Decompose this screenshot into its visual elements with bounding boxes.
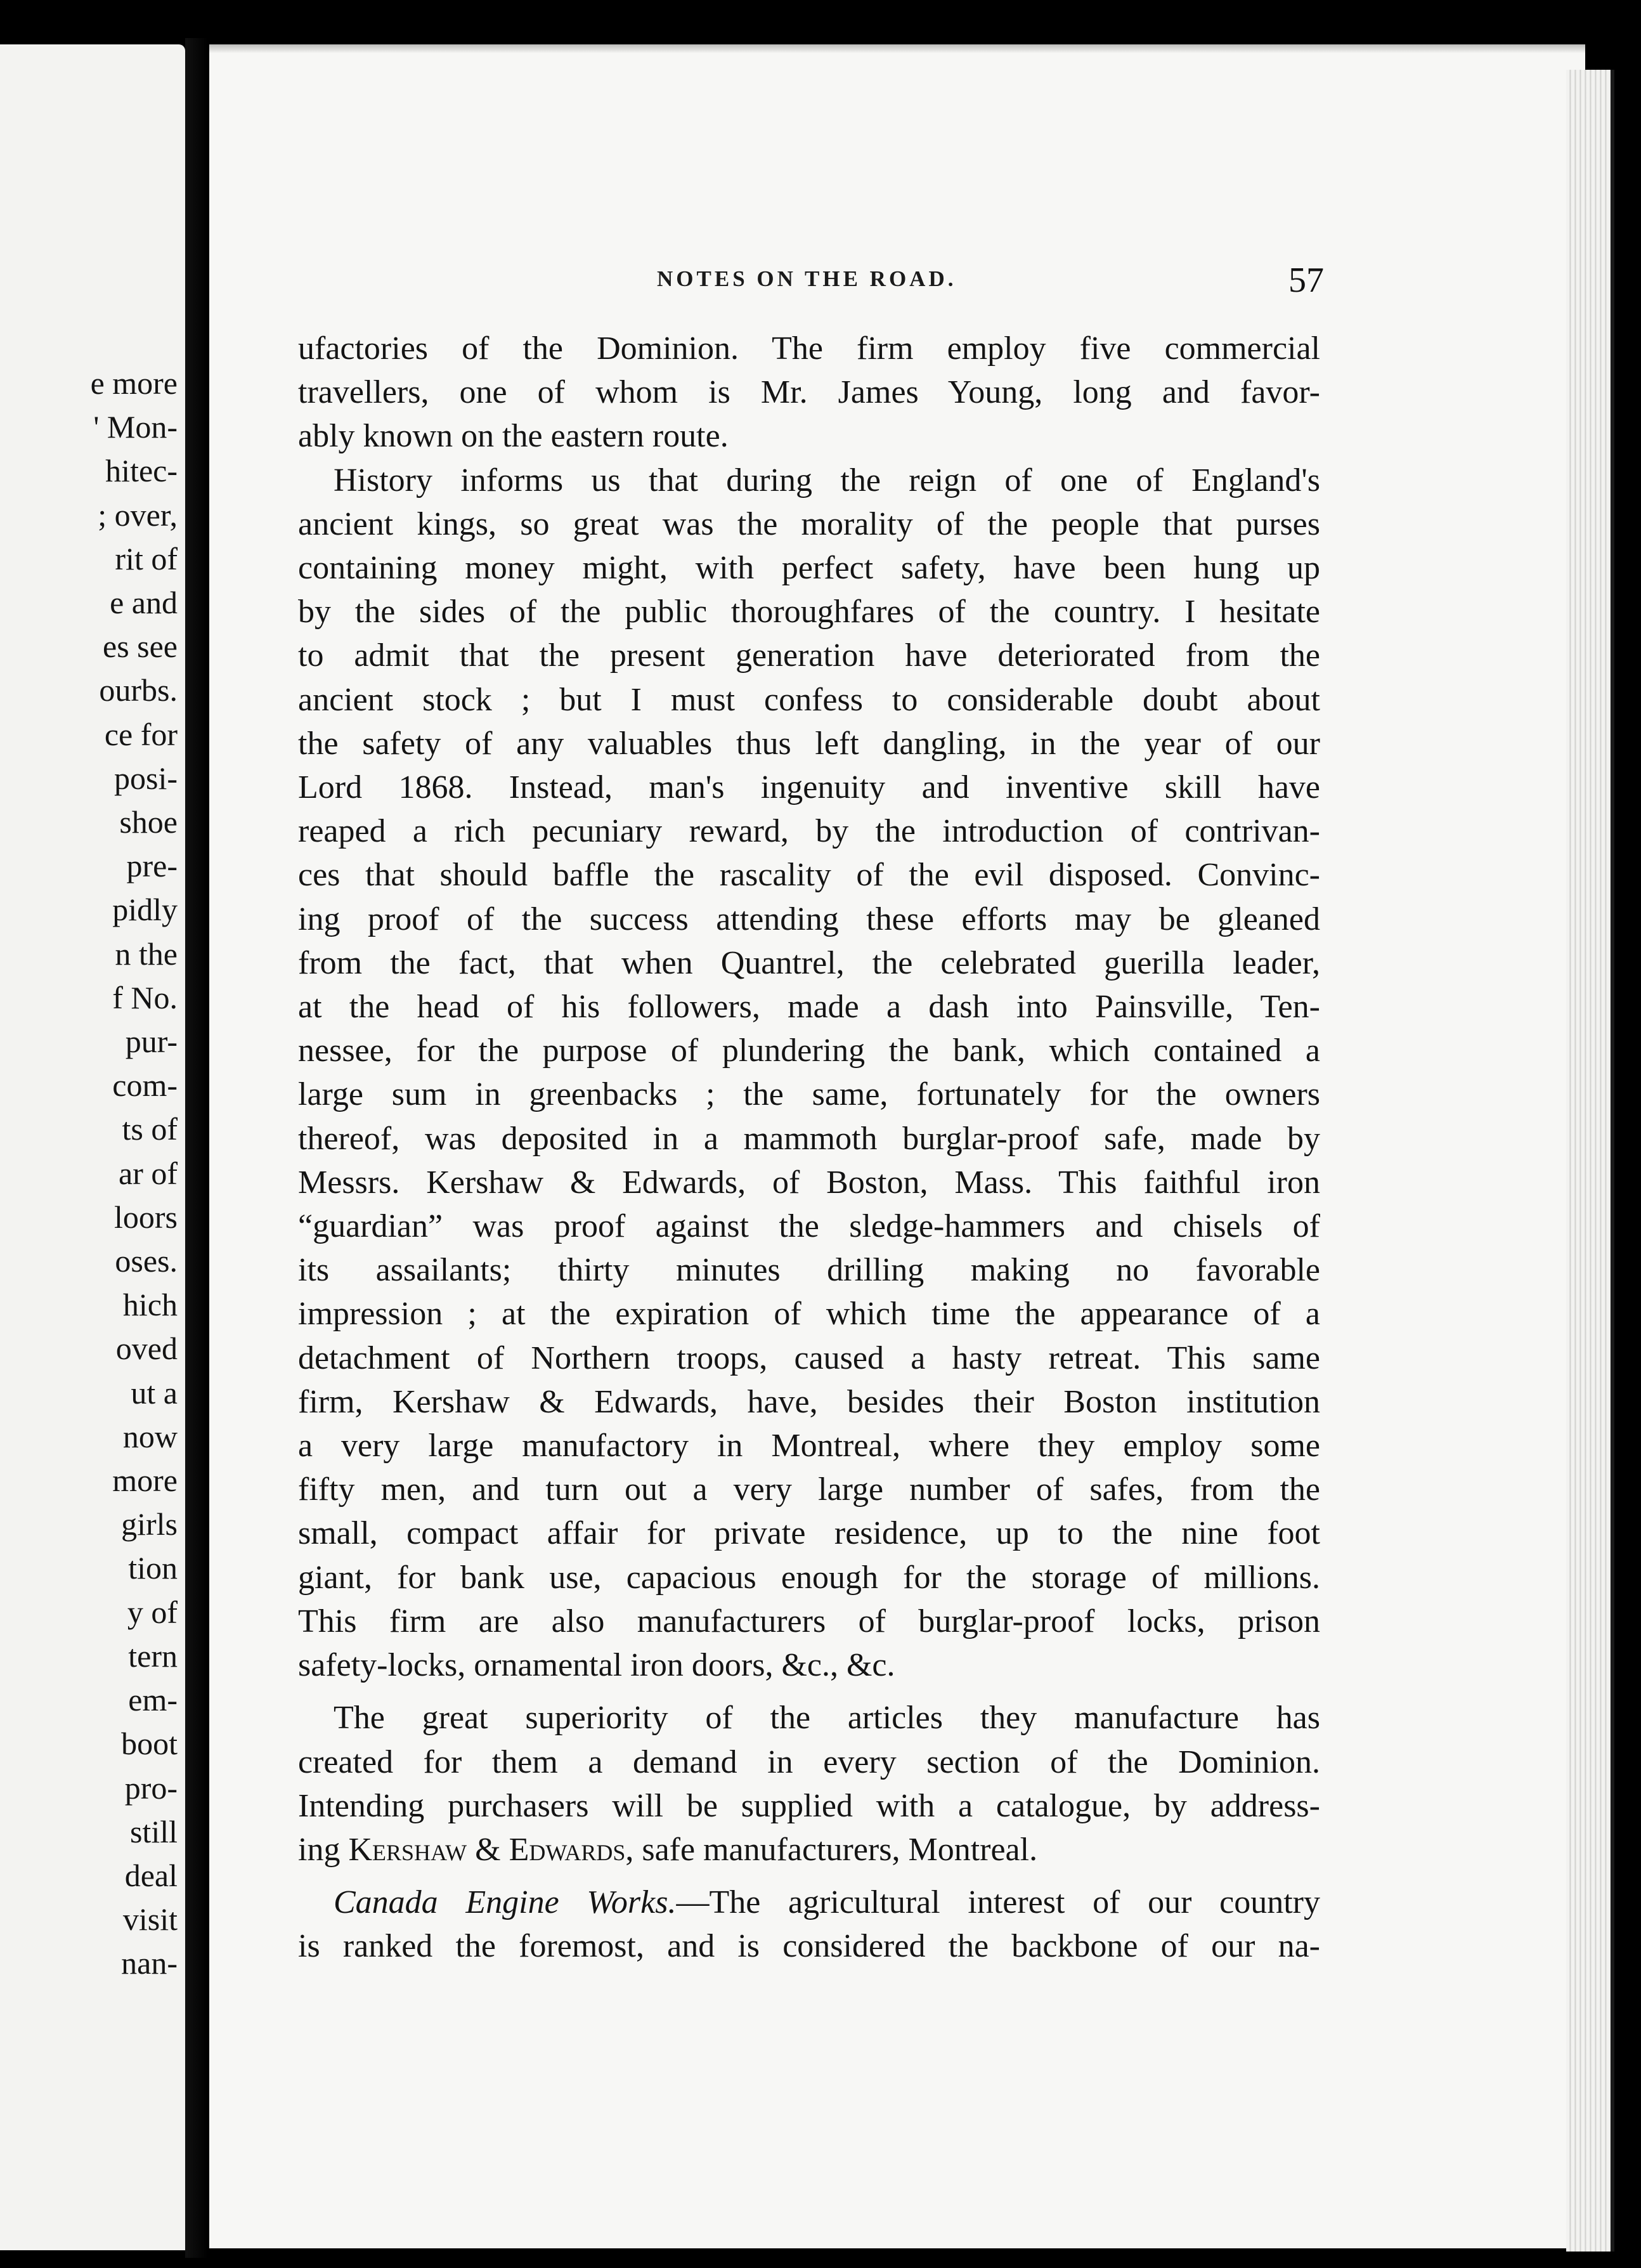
company-name-edwards: Edwards — [509, 1831, 626, 1868]
company-name-kershaw: Kershaw — [348, 1831, 467, 1868]
paragraph-2-line: “guardian” was proof against the sledge-hammers and chisels of — [298, 1208, 1320, 1245]
paragraph-3-line: created for them a demand in every section of the Dominion. — [298, 1743, 1320, 1780]
paragraph-2-line: giant, for bank use, capacious enough for the storage of millions. — [298, 1559, 1320, 1596]
left-page-fragment: pidly — [112, 892, 178, 928]
paragraph-2-line: impression ; at the expiration of which time the appearance of a — [298, 1296, 1320, 1333]
paragraph-2-line: firm, Kershaw & Edwards, have, besides their Boston institution — [298, 1383, 1320, 1420]
left-page-fragment: e more — [90, 365, 178, 401]
paragraph-2-line: containing money might, with perfect safety, have been hung up — [298, 550, 1320, 587]
left-page-fragment: pro- — [124, 1769, 178, 1806]
left-page-fragment: posi- — [114, 760, 178, 796]
left-page-fragment: ce for — [104, 716, 178, 752]
paragraph-1 — [298, 327, 1320, 459]
page-number: 57 — [1288, 261, 1324, 300]
left-page-fragment: rit of — [115, 540, 178, 577]
paragraph-2-line: ces that should baffle the rascality of the evil disposed. Convinc- — [298, 857, 1320, 894]
section-heading-canada-engine-works: Canada Engine Works. — [334, 1884, 677, 1921]
left-page-fragment: es see — [103, 629, 178, 665]
left-page-fragment: pur- — [125, 1024, 178, 1060]
paragraph-2-line: This firm are also manufacturers of burglar-proof locks, prison — [298, 1603, 1320, 1639]
left-page-fragment: ar of — [119, 1155, 178, 1191]
paragraph-1-line: travellers, one of whom is Mr. James Young, long and favor- — [298, 374, 1320, 411]
left-page-fragment: girls — [121, 1506, 178, 1542]
gutter-shadow — [185, 38, 208, 2258]
paragraph-1-line: ufactories of the Dominion. The firm employ five commercial — [298, 330, 1320, 367]
left-page-fragment: e and — [110, 585, 178, 621]
left-page-fragment: oses. — [115, 1243, 178, 1279]
paragraph-2-line: large sum in greenbacks ; the same, fortunately for the owners — [298, 1076, 1320, 1113]
paragraph-2-line: safety-locks, ornamental iron doors, &c., &c. — [298, 1647, 895, 1684]
left-page-fragment: y of — [127, 1594, 178, 1630]
left-page-fragment: f No. — [112, 979, 178, 1015]
paragraph-2-line: ancient stock ; but I must confess to considerable doubt about — [298, 681, 1320, 718]
paragraph-3-line: Intending purchasers will be supplied with a catalogue, by address- — [298, 1787, 1320, 1824]
paragraph-2-line: History informs us that during the reign of one of England's — [334, 462, 1320, 499]
left-page-fragment: now — [122, 1418, 178, 1454]
left-page-fragment: ' Mon- — [93, 409, 178, 445]
body-text — [298, 327, 1320, 1969]
paragraph-2-line: by the sides of the public thoroughfares of the country. I hesitate — [298, 594, 1320, 630]
paragraph-2-line: at the head of his followers, made a dash into Painsville, Ten- — [298, 989, 1320, 1026]
paragraph-2-line: a very large manufactory in Montreal, where they employ some — [298, 1428, 1320, 1464]
paragraph-2-line: from the fact, that when Quantrel, the celebrated guerilla leader, — [298, 944, 1320, 981]
left-page-fragment: still — [129, 1813, 178, 1849]
running-head: NOTES ON THE ROAD. — [657, 266, 957, 291]
page-edges — [1566, 70, 1614, 2252]
paragraph-2-line: thereof, was deposited in a mammoth burglar-proof safe, made by — [298, 1120, 1320, 1157]
left-page-fragment: tion — [128, 1550, 178, 1586]
left-page-fragment: oved — [115, 1331, 178, 1367]
left-page-fragment: shoe — [119, 804, 178, 840]
paragraph-2-line: nessee, for the purpose of plundering the bank, which contained a — [298, 1033, 1320, 1069]
left-page-fragment: tern — [128, 1638, 178, 1674]
paragraph-3 — [298, 1696, 1320, 1872]
paragraph-2-line: its assailants; thirty minutes drilling making no favorable — [298, 1252, 1320, 1289]
left-page-fragment: com- — [112, 1067, 178, 1104]
left-page-fragment: hich — [122, 1287, 178, 1323]
paragraph-2-line: Messrs. Kershaw & Edwards, of Boston, Mass. This faithful iron — [298, 1164, 1320, 1201]
paragraph-4-line-1: Canada Engine Works.—The agricultural interest of our country — [334, 1884, 1320, 1921]
left-page-fragment: ut a — [131, 1374, 178, 1411]
left-facing-page — [0, 44, 185, 2250]
paragraph-2-line: small, compact affair for private residence, up to the nine foot — [298, 1515, 1320, 1552]
paragraph-4 — [298, 1880, 1320, 1968]
paragraph-2-line: Lord 1868. Instead, man's ingenuity and inventive skill have — [298, 769, 1320, 806]
left-page-fragment: loors — [114, 1199, 178, 1235]
paragraph-1-line: ably known on the eastern route. — [298, 418, 729, 455]
paragraph-2-line: to admit that the present generation have deteriorated from the — [298, 637, 1320, 674]
left-page-fragment: nan- — [121, 1945, 178, 1981]
paragraph-4-line-2: is ranked the foremost, and is considered the backbone of our na- — [298, 1928, 1320, 1965]
page-top-shadow — [209, 44, 1585, 53]
left-page-fragment: deal — [124, 1857, 178, 1893]
left-page-fragment: hitec- — [105, 453, 178, 489]
left-page-fragment: boot — [121, 1726, 178, 1762]
paragraph-2-line: ing proof of the success attending these efforts may be gleaned — [298, 901, 1320, 937]
left-page-fragment: more — [112, 1463, 178, 1499]
paragraph-2-line: fifty men, and turn out a very large number of safes, from the — [298, 1471, 1320, 1508]
left-page-fragment: pre- — [126, 848, 178, 884]
left-page-fragment: n the — [115, 935, 178, 972]
left-page-fragment: visit — [122, 1901, 178, 1938]
paragraph-3-line: The great superiority of the articles they manufacture has — [334, 1700, 1320, 1737]
left-page-fragment: ts of — [122, 1111, 178, 1147]
paragraph-2-line: ancient kings, so great was the morality of the people that purses — [298, 505, 1320, 542]
paragraph-2-line: reaped a rich pecuniary reward, by the introduction of contrivan- — [298, 813, 1320, 850]
paragraph-3-last-line: ing Kershaw & Edwards, safe manufacturers, Montreal. — [298, 1831, 1038, 1868]
paragraph-2-line: the safety of any valuables thus left dangling, in the year of our — [298, 725, 1320, 762]
left-page-fragment: ; over, — [98, 497, 178, 533]
left-page-fragment: ourbs. — [99, 672, 178, 708]
paragraph-2-line: detachment of Northern troops, caused a hasty retreat. This same — [298, 1339, 1320, 1376]
left-page-fragment: em- — [128, 1682, 178, 1718]
left-page-text — [0, 362, 178, 1986]
paragraph-2 — [298, 459, 1320, 1688]
